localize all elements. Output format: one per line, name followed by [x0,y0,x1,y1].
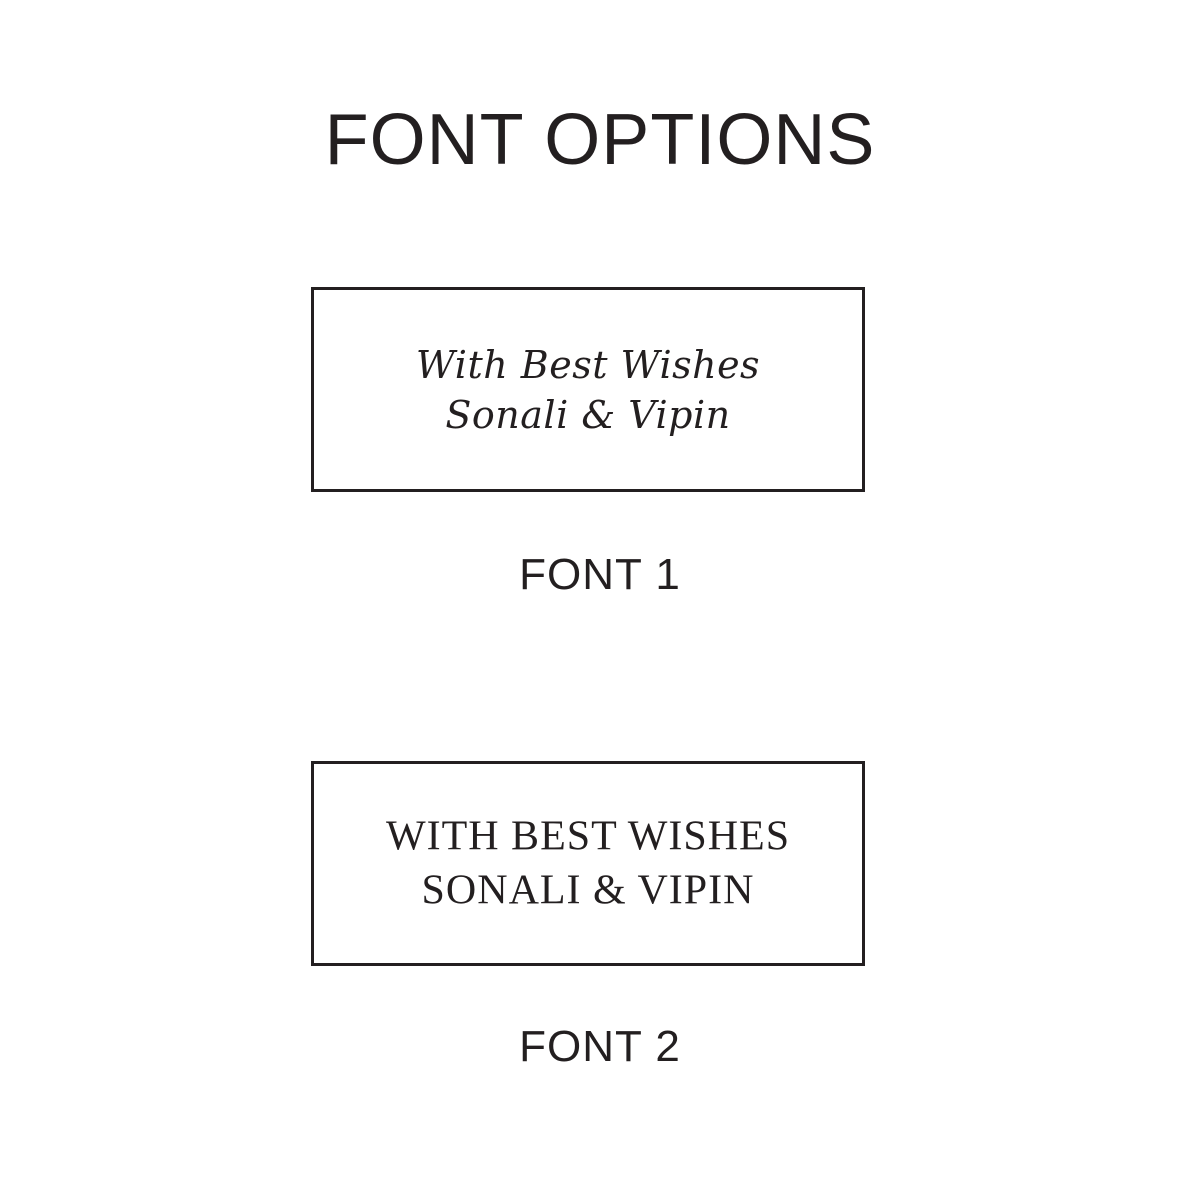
font-sample-text-2 [314,809,862,918]
font-sample-2-line-1: WITH BEST WISHES [385,812,791,859]
font-sample-1-line-1: With Best Wishes [415,342,761,387]
font-sample-box-2[interactable] [311,761,865,966]
font-option-1-caption: FONT 1 [519,550,681,599]
font-sample-2-line-2: SONALI & VIPIN [421,867,755,914]
page-title: FONT OPTIONS [324,100,876,180]
font-sample-box-1[interactable] [311,287,865,492]
font-sample-1-line-2: Sonali & Vipin [445,392,731,437]
font-sample-text-1 [314,339,862,439]
font-option-2-caption: FONT 2 [519,1022,681,1071]
